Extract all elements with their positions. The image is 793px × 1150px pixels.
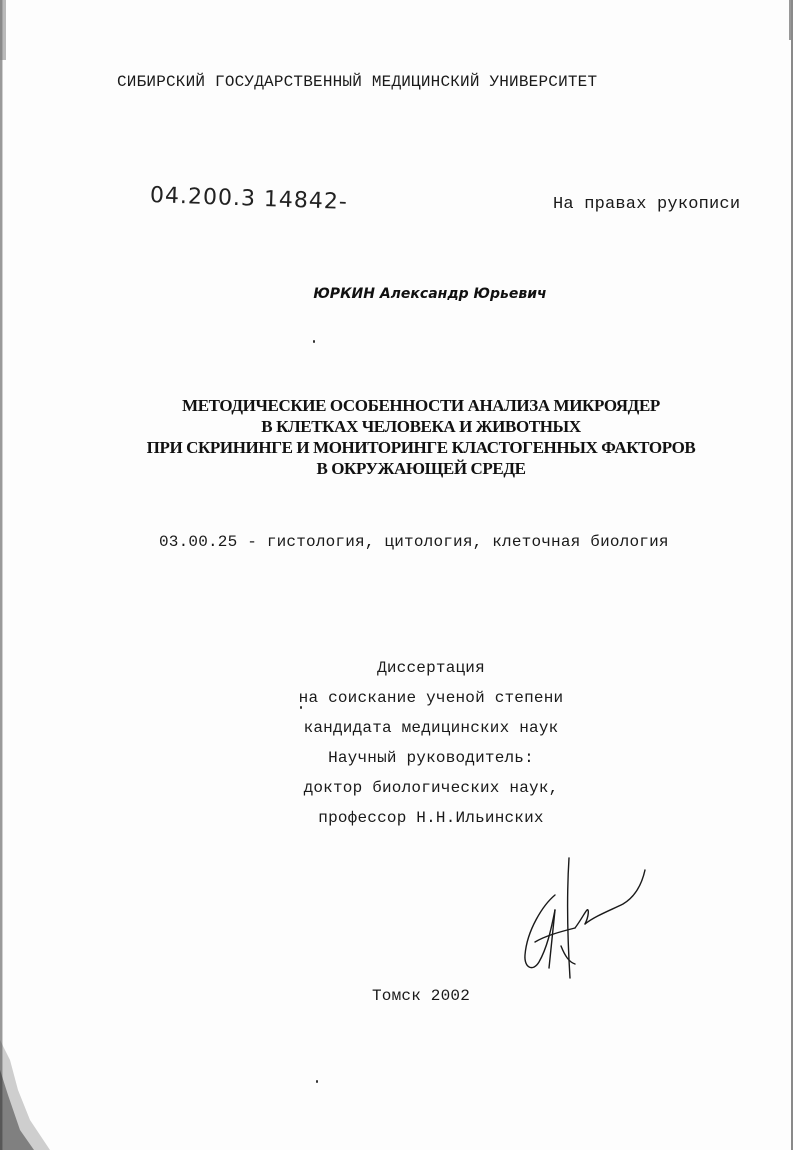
registration-number: 04.200.3 14842- xyxy=(149,183,349,215)
title-line: МЕТОДИЧЕСКИЕ ОСОБЕННОСТИ АНАЛИЗА МИКРОЯДЕР xyxy=(182,396,660,415)
title-line: В КЛЕТКАХ ЧЕЛОВЕКА И ЖИВОТНЫХ xyxy=(261,417,581,436)
specialty-code: 03.00.25 - гистология, цитология, клеточная биология xyxy=(159,533,669,551)
degree-info xyxy=(0,653,793,833)
scan-shadow-corner xyxy=(0,1040,60,1150)
university-name: СИБИРСКИЙ ГОСУДАРСТВЕННЫЙ МЕДИЦИНСКИЙ УНИВЕРСИТЕТ xyxy=(117,73,598,91)
author-name: ЮРКИН Александр Юрьевич xyxy=(313,286,547,302)
city-year: Томск 2002 xyxy=(371,987,470,1005)
degree-line: Научный руководитель: xyxy=(328,749,534,767)
degree-line: на соискание ученой степени xyxy=(298,689,564,707)
title-line: В ОКРУЖАЮЩЕЙ СРЕДЕ xyxy=(316,459,526,478)
degree-line: Диссертация xyxy=(377,659,485,677)
scan-speck xyxy=(313,340,315,343)
handwritten-signature xyxy=(515,850,655,985)
title-line: ПРИ СКРИНИНГЕ И МОНИТОРИНГЕ КЛАСТОГЕННЫХ ФАКТОРОВ xyxy=(146,438,696,457)
scan-edge-right xyxy=(787,0,793,1150)
scan-edge-left xyxy=(0,0,8,1150)
degree-line: профессор Н.Н.Ильинских xyxy=(318,809,544,827)
manuscript-note: На правах рукописи xyxy=(553,195,741,214)
scan-speck xyxy=(316,1080,318,1083)
degree-line: доктор биологических наук, xyxy=(303,779,559,797)
degree-line: кандидата медицинских наук xyxy=(303,719,559,737)
dissertation-title xyxy=(0,395,793,479)
